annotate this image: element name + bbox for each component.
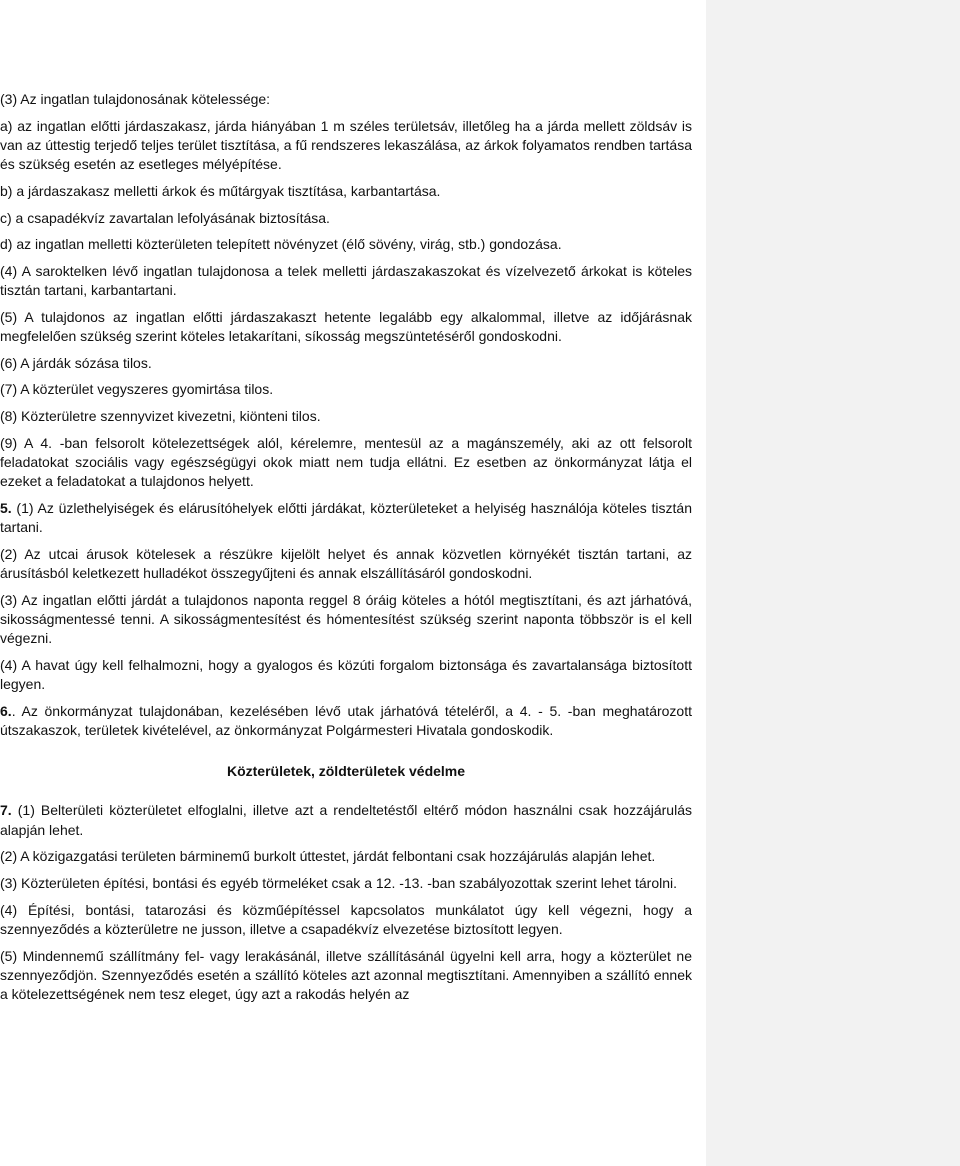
section-7-paragraph-2: (2) A közigazgatási területen bárminemű burkolt úttestet, járdát felbontani csak hozzájárulás alapján lehet. bbox=[0, 848, 656, 865]
paragraph-8: (8) Közterületre szennyvizet kivezetni, kiönteni tilos. bbox=[0, 408, 321, 425]
section-7-text: (1) Belterületi közterületet elfoglalni, illetve azt a rendeltetéstől eltérő módon használni csak hozzájárulás alapján lehet. bbox=[0, 802, 692, 838]
section-7-paragraph-1 bbox=[0, 801, 692, 839]
section-5-paragraph-4: (4) A havat úgy kell felhalmozni, hogy a gyalogos és közúti forgalom biztonsága és zavartalansága biztosított legyen. bbox=[0, 656, 692, 693]
section-5-number: 5. bbox=[0, 499, 12, 516]
paragraph-3a: a) az ingatlan előtti járdaszakasz, járda hiányában 1 m széles területsáv, illetőleg ha a járda mellett zöldsáv is van az úttestig terjedő teljes terület tisztítása, a fű rendszeres lekaszálása, az árkok folyamatos rendben tartása és szükség esetén az esetleges mélyépítése. bbox=[0, 117, 692, 173]
section-5-text: (1) Az üzlethelyiségek és elárusítóhelyek előtti járdákat, közterületeket a helyiség használója köteles tisztán tartani. bbox=[0, 499, 692, 536]
paragraph-3-intro: (3) Az ingatlan tulajdonosának kötelessége: bbox=[0, 91, 271, 107]
section-7-number: 7. bbox=[0, 802, 12, 819]
section-7-paragraph-3: (3) Közterületen építési, bontási és egyéb törmeléket csak a 12. -13. -ban szabályozottak szerint lehet tárolni. bbox=[0, 875, 678, 891]
paragraph-4: (4) A saroktelken lévő ingatlan tulajdonosa a telek melletti járdaszakaszokat és vízelvezető árkokat is köteles tisztán tartani, karbantartani. bbox=[0, 262, 692, 299]
section-6-text: . Az önkormányzat tulajdonában, kezelésében lévő utak járhatóvá tételéről, a 4. - 5. -ban meghatározott útszakaszok, területek kivételével, az önkormányzat Polgármesteri Hivatala gondoskodik. bbox=[0, 702, 692, 738]
section-5-paragraph-3: (3) Az ingatlan előtti járdát a tulajdonos naponta reggel 8 óráig köteles a hótól megtisztítani, és azt járhatóvá, sikosságmentessé tenni. A sikosságmentesítést és hómentesítést szükség szerint naponta többször is el kell végezni. bbox=[0, 591, 692, 647]
section-5-paragraph-1 bbox=[0, 499, 692, 537]
paragraph-3b: b) a járdaszakasz melletti árkok és műtárgyak tisztítása, karbantartása. bbox=[0, 182, 441, 199]
section-7-paragraph-4: (4) Építési, bontási, tatarozási és közműépítéssel kapcsolatos munkálatot úgy kell végezni, hogy a szennyeződés a közterületre ne jusson, illetve a csapadékvíz elvezetése biztosított legyen. bbox=[0, 901, 692, 937]
paragraph-3c: c) a csapadékvíz zavartalan lefolyásának biztosítása. bbox=[0, 209, 330, 226]
section-5-paragraph-2: (2) Az utcai árusok kötelesek a részükre kijelölt helyet és annak közvetlen környékét tisztán tartani, az árusításból keletkezett hulladékot összegyűjteni és annak elszállításáról gondoskodni. bbox=[0, 545, 692, 582]
paragraph-5: (5) A tulajdonos az ingatlan előtti járdaszakaszt hetente legalább egy alkalommal, illetve az időjárásnak megfelelően szükség szerint köteles letakarítani, síkosság megszüntetéséről gondoskodni. bbox=[0, 308, 692, 345]
paragraph-6: (6) A járdák sózása tilos. bbox=[0, 354, 152, 371]
section-7-paragraph-5: (5) Mindennemű szállítmány fel- vagy lerakásánál, illetve szállításánál ügyelni kell arra, hogy a közterület ne szennyeződjön. Szennyeződés esetén a szállító köteles azt azonnal megtisztítani. Amennyiben a szállító ennek a kötelezettségének nem tesz eleget, úgy azt a rakodás helyén az bbox=[0, 947, 692, 1003]
section-6-paragraph bbox=[0, 702, 692, 740]
section-6-number: 6. bbox=[0, 702, 12, 719]
paragraph-3d: d) az ingatlan melletti közterületen telepített növényzet (élő sövény, virág, stb.) gondozása. bbox=[0, 236, 562, 253]
document-body bbox=[0, 90, 692, 1012]
section-heading: Közterületek, zöldterületek védelme bbox=[226, 763, 466, 780]
paragraph-7: (7) A közterület vegyszeres gyomirtása tilos. bbox=[0, 381, 274, 398]
comment-margin-panel bbox=[706, 0, 960, 1166]
paragraph-9: (9) A 4. -ban felsorolt kötelezettségek alól, kérelemre, mentesül az a magánszemély, aki az ott felsorolt feladatokat szociális vagy egészségügyi okok miatt nem tudja ellátni. Ez esetben az önkormányzat látja el ezeket a feladatokat a tulajdonos helyett. bbox=[0, 434, 692, 490]
